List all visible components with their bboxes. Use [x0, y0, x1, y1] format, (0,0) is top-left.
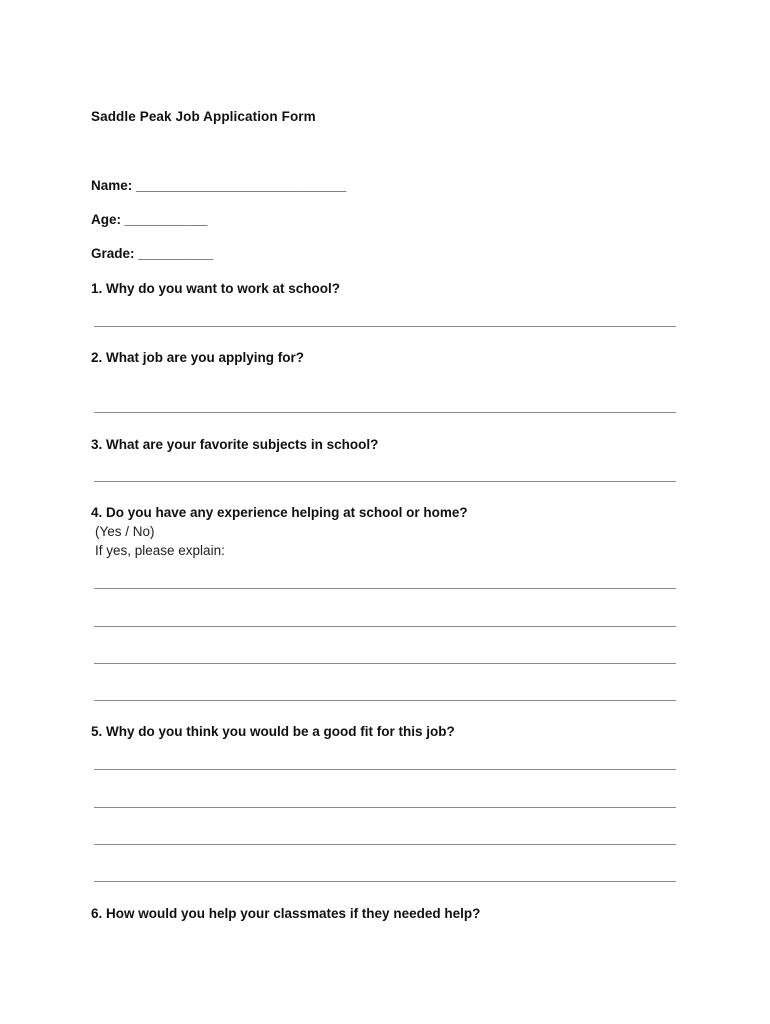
question-3: 3. What are your favorite subjects in school?	[91, 437, 379, 452]
question-1: 1. Why do you want to work at school?	[91, 281, 341, 296]
form-title: Saddle Peak Job Application Form	[91, 109, 316, 124]
answer-line-q5-4[interactable]	[94, 881, 676, 882]
answer-line-q5-3[interactable]	[94, 844, 676, 845]
question-2: 2. What job are you applying for?	[91, 350, 305, 365]
question-4-explain-label: If yes, please explain:	[95, 543, 225, 558]
question-4: 4. Do you have any experience helping at school or home?	[91, 505, 468, 520]
answer-line-q4-4[interactable]	[94, 700, 676, 701]
age-field[interactable]: Age: ___________	[91, 212, 208, 227]
name-field[interactable]: Name: ____________________________	[91, 178, 347, 193]
answer-line-q3[interactable]	[94, 481, 676, 482]
answer-line-q4-3[interactable]	[94, 663, 676, 664]
question-4-options: (Yes / No)	[95, 524, 155, 539]
answer-line-q5-2[interactable]	[94, 807, 676, 808]
answer-line-q4-2[interactable]	[94, 626, 676, 627]
question-5: 5. Why do you think you would be a good fit for this job?	[91, 724, 455, 739]
grade-field[interactable]: Grade: __________	[91, 246, 214, 261]
answer-line-q5-1[interactable]	[94, 769, 676, 770]
answer-line-q4-1[interactable]	[94, 588, 676, 589]
answer-line-q1[interactable]	[94, 326, 676, 327]
answer-line-q2[interactable]	[94, 412, 676, 413]
question-6: 6. How would you help your classmates if they needed help?	[91, 906, 481, 921]
